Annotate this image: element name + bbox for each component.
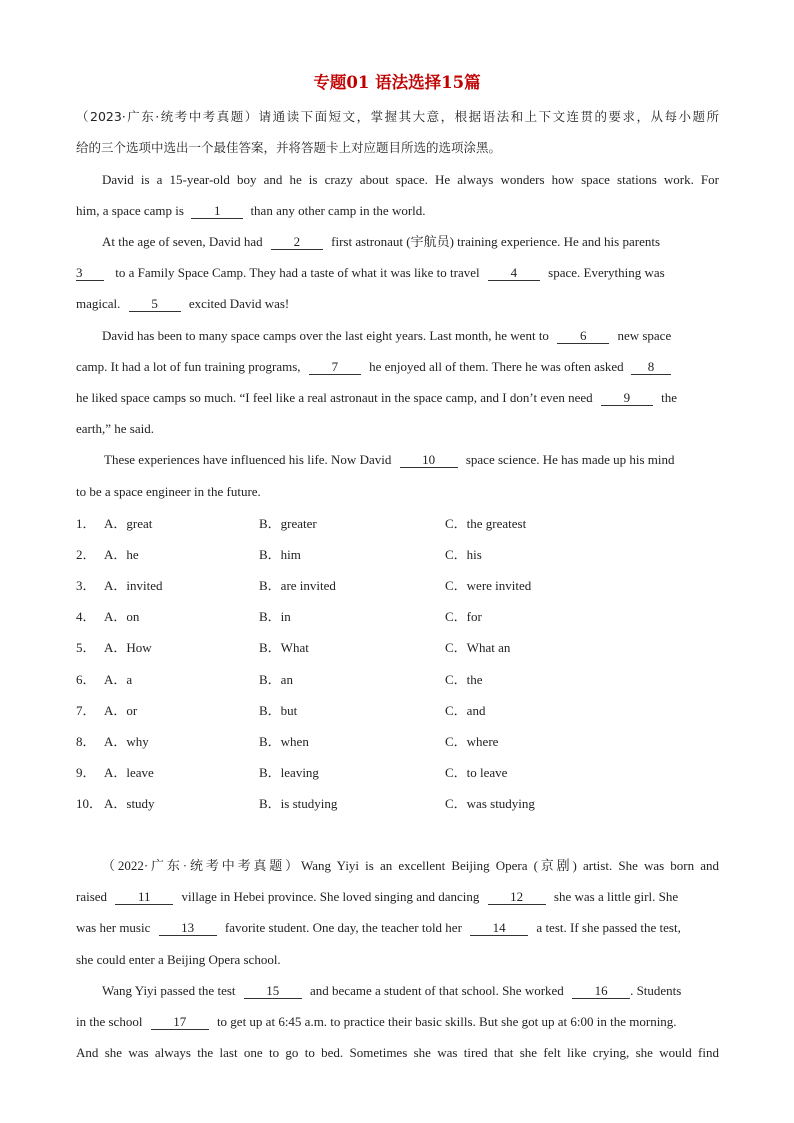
- option-c[interactable]: C．his: [445, 547, 482, 562]
- option-a[interactable]: A．why: [104, 734, 149, 749]
- blank-1[interactable]: 1: [191, 203, 243, 219]
- blank-13[interactable]: 13: [159, 920, 217, 936]
- blank-12[interactable]: 12: [488, 889, 546, 905]
- p2-line-7: And she was always the last one to go to bed. Sometimes she was tired that she felt like crying, she would find: [76, 1045, 719, 1060]
- option-c[interactable]: C．where: [445, 734, 499, 749]
- blank-5[interactable]: 5: [129, 296, 181, 312]
- blank-10[interactable]: 10: [400, 452, 458, 468]
- p2-line-3: was her music 13 favorite student. One day, the teacher told her 14 a test. If she passed the test,: [76, 920, 681, 935]
- blank-2[interactable]: 2: [271, 234, 323, 250]
- p2-line-1: （2022·广东·统考中考真题）Wang Yiyi is an excellent Beijing Opera (京剧) artist. She was born and: [102, 858, 719, 873]
- blank-11[interactable]: 11: [115, 889, 173, 905]
- option-number: 5．: [76, 640, 96, 655]
- option-number: 7．: [76, 703, 96, 718]
- p1-line-3: At the age of seven, David had 2 first astronaut (宇航员) training experience. He and his parents: [102, 234, 661, 249]
- p1-line-9: earth,” he said.: [76, 421, 154, 436]
- p2-line-5: Wang Yiyi passed the test 15 and became a student of that school. She worked 16 . Students: [102, 983, 682, 998]
- p2-line-2: raised 11 village in Hebei province. She loved singing and dancing 12 she was a little girl. She: [76, 889, 679, 904]
- option-number: 1．: [76, 516, 96, 531]
- option-c[interactable]: C．to leave: [445, 765, 508, 780]
- blank-15[interactable]: 15: [244, 983, 302, 999]
- blank-9[interactable]: 9: [601, 390, 653, 406]
- intro-line-1: （2023·广东·统考中考真题）请通读下面短文，掌握其大意，根据语法和上下文连贯的要求，从每小题所: [76, 109, 719, 124]
- p1-line-7: camp. It had a lot of fun training programs, 7 he enjoyed all of them. There he was often asked 8: [76, 357, 719, 377]
- option-c[interactable]: C．the greatest: [445, 516, 527, 531]
- option-number: 3．: [76, 578, 96, 593]
- option-number: 6．: [76, 672, 96, 687]
- option-b[interactable]: B．an: [259, 672, 293, 687]
- page-title: 专题01 语法选择15篇: [313, 73, 481, 92]
- option-b[interactable]: B．but: [259, 703, 298, 718]
- option-b[interactable]: B．him: [259, 547, 301, 562]
- option-b[interactable]: B．in: [259, 609, 291, 624]
- option-c[interactable]: C．for: [445, 609, 482, 624]
- option-a[interactable]: A．How: [104, 640, 152, 655]
- option-a[interactable]: A．on: [104, 609, 140, 624]
- option-c[interactable]: C．and: [445, 703, 486, 718]
- option-b[interactable]: B．greater: [259, 516, 317, 531]
- blank-7[interactable]: 7: [309, 359, 361, 375]
- blank-4[interactable]: 4: [488, 265, 540, 281]
- option-b[interactable]: B．when: [259, 734, 309, 749]
- option-b[interactable]: B．What: [259, 640, 309, 655]
- blank-6[interactable]: 6: [557, 328, 609, 344]
- p1-line-6: David has been to many space camps over the last eight years. Last month, he went to 6 new space: [102, 328, 672, 343]
- option-number: 10．: [76, 796, 103, 811]
- blank-3[interactable]: 3: [76, 265, 104, 281]
- option-a[interactable]: A．great: [104, 516, 153, 531]
- option-number: 8．: [76, 734, 96, 749]
- option-c[interactable]: C．were invited: [445, 578, 532, 593]
- option-a[interactable]: A．or: [104, 703, 138, 718]
- blank-14[interactable]: 14: [470, 920, 528, 936]
- option-c[interactable]: C．What an: [445, 640, 511, 655]
- p2-line-6: in the school 17 to get up at 6:45 a.m. to practice their basic skills. But she got up at 6:00 in the morning.: [76, 1014, 677, 1029]
- p1-line-8: he liked space camps so much. “I feel like a real astronaut in the space camp, and I don’t even need 9 the: [76, 390, 678, 405]
- blank-16[interactable]: 16: [572, 983, 630, 999]
- blank-8[interactable]: 8: [631, 359, 671, 375]
- p1-line-2: him, a space camp is 1 than any other camp in the world.: [76, 203, 426, 218]
- option-c[interactable]: C．was studying: [445, 796, 535, 811]
- option-b[interactable]: B．leaving: [259, 765, 319, 780]
- option-number: 4．: [76, 609, 96, 624]
- p1-line-1: David is a 15-year-old boy and he is crazy about space. He always wonders how space stations work. For: [102, 172, 719, 187]
- p1-line-10: These experiences have influenced his life. Now David 10 space science. He has made up his mind: [104, 452, 675, 467]
- p1-line-5: magical. 5 excited David was!: [76, 296, 290, 311]
- blank-17[interactable]: 17: [151, 1014, 209, 1030]
- p2-line-4: she could enter a Beijing Opera school.: [76, 952, 281, 967]
- option-a[interactable]: A．leave: [104, 765, 154, 780]
- option-c[interactable]: C．the: [445, 672, 483, 687]
- intro-line-2: 给的三个选项中选出一个最佳答案，并将答题卡上对应题目所选的选项涂黑。: [76, 140, 502, 155]
- option-a[interactable]: A．study: [104, 796, 155, 811]
- p1-line-11: to be a space engineer in the future.: [76, 484, 261, 499]
- option-number: 9．: [76, 765, 96, 780]
- option-a[interactable]: A．a: [104, 672, 133, 687]
- option-b[interactable]: B．are invited: [259, 578, 336, 593]
- p1-line-4: 3 to a Family Space Camp. They had a taste of what it was like to travel 4 space. Everything was: [76, 265, 665, 280]
- option-number: 2．: [76, 547, 96, 562]
- option-b[interactable]: B．is studying: [259, 796, 338, 811]
- option-a[interactable]: A．he: [104, 547, 139, 562]
- option-a[interactable]: A．invited: [104, 578, 163, 593]
